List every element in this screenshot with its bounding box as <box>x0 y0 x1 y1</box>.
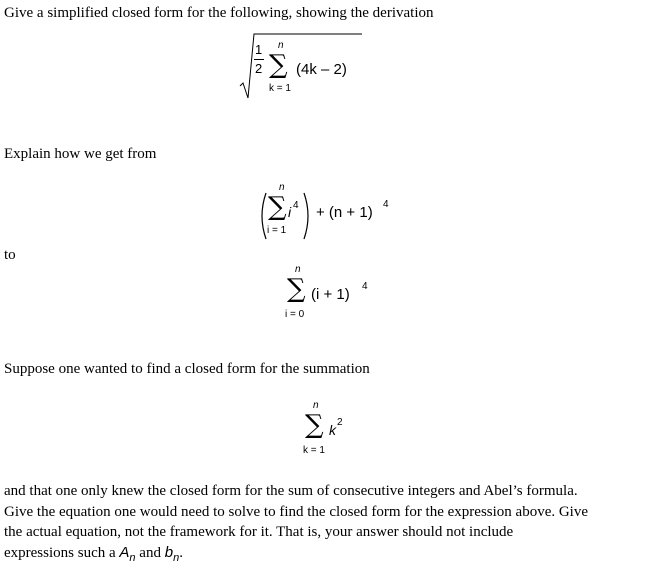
q2-expression-from <box>258 180 408 242</box>
tail-term <box>316 204 373 221</box>
paragraph-line-4 <box>4 543 654 568</box>
sum-lower-limit: k = 1 <box>269 83 291 94</box>
sum-upper-limit: n <box>278 40 284 51</box>
paragraph-line-3: the actual equation, not the framework for it. That is, your answer should not include <box>4 522 654 543</box>
q1-formula <box>238 30 363 102</box>
sum-upper-limit: n <box>295 264 301 275</box>
sigma-symbol: ∑ <box>287 276 306 302</box>
sum-lower-limit: k = 1 <box>303 445 325 456</box>
q2-expression-to <box>284 262 384 322</box>
to-label: to <box>4 247 16 264</box>
end-punctuation: . <box>179 545 183 561</box>
fraction-numerator: 1 <box>255 42 262 57</box>
q3-summation <box>302 398 372 460</box>
paragraph-line-2: Give the equation one would need to solve to find the closed form for the expression above. Give <box>4 502 654 523</box>
question-3-paragraph <box>4 481 654 568</box>
question-1-prompt: Give a simplified closed form for the following, showing the derivation <box>4 5 434 22</box>
summand-exponent: 4 <box>293 200 299 211</box>
sum-upper-limit: n <box>279 182 285 193</box>
sigma-symbol: ∑ <box>305 412 324 438</box>
sigma-symbol: ∑ <box>269 52 288 78</box>
summand-exponent: 4 <box>362 281 368 292</box>
b-subscript: n <box>173 552 179 564</box>
line-4-text: expressions such a <box>4 545 119 561</box>
sum-lower-limit: i = 1 <box>267 225 286 236</box>
right-paren <box>302 192 312 240</box>
paragraph-line-1: and that one only knew the closed form for the sum of consecutive integers and Abel’s formula. <box>4 481 654 502</box>
tail-exponent: 4 <box>383 199 389 210</box>
A-symbol: A <box>119 544 129 561</box>
summand-exponent: 2 <box>337 417 343 428</box>
sum-upper-limit: n <box>313 400 319 411</box>
A-subscript: n <box>129 552 135 564</box>
summand: (i + 1) <box>311 286 350 303</box>
sigma-symbol: ∑ <box>268 194 287 220</box>
fraction-bar <box>254 59 264 60</box>
summand-base: k <box>329 422 336 438</box>
question-3-prompt: Suppose one wanted to find a closed form for the summation <box>4 361 370 378</box>
summand-base: i <box>288 204 291 220</box>
b-symbol: b <box>165 544 173 561</box>
sum-lower-limit: i = 0 <box>285 309 304 320</box>
and-word: and <box>136 545 165 561</box>
question-2-prompt: Explain how we get from <box>4 146 156 163</box>
tail-term-text: + (n + 1) <box>316 204 373 221</box>
fraction-denominator: 2 <box>255 61 262 76</box>
summand: (4k – 2) <box>296 61 347 78</box>
